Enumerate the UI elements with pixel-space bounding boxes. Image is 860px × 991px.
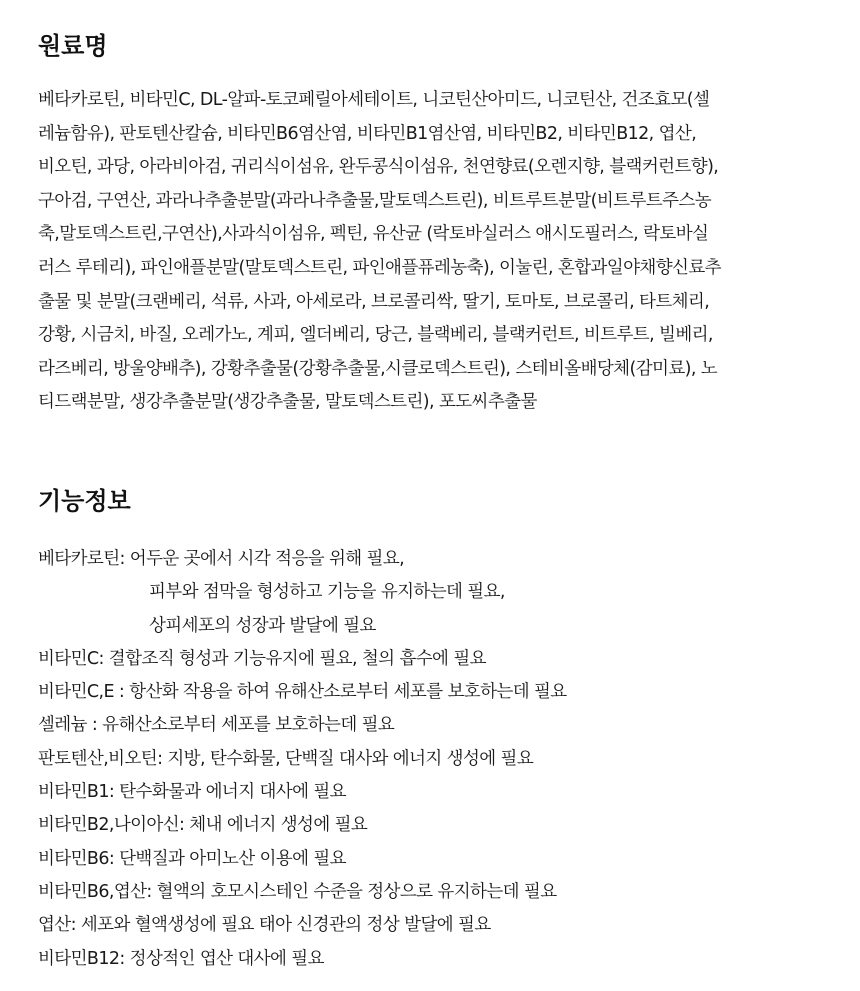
ingredients-line: 레늄함유), 판토텐산칼슘, 비타민B6염산염, 비타민B1염산염, 비타민B2, 비타민B12, 엽산, (38, 123, 697, 144)
function-item: 비타민B6,엽산: 혈액의 호모시스테인 수준을 정상으로 유지하는데 필요 (38, 881, 557, 902)
ingredients-line: 비오틴, 과당, 아라비아검, 귀리식이섬유, 완두콩식이섬유, 천연향료(오렌지향, 블랙커런트향), (38, 157, 719, 178)
ingredients-line: 티드랙분말, 생강추출분말(생강추출물, 말토덱스트린), 포도씨추출물 (38, 392, 537, 413)
function-item-continuation: 피부와 점막을 형성하고 기능을 유지하는데 필요, (149, 582, 505, 603)
ingredients-line: 베타카로틴, 비타민C, DL-알파-토코페릴아세테이트, 니코틴산아미드, 니코틴산, 건조효모(셀 (38, 90, 710, 110)
ingredients-line: 축,말토덱스트린,구연산),사과식이섬유, 펙틴, 유산균 (락토바실러스 애시도필러스, 락토바실 (38, 224, 709, 245)
function-item: 판토텐산,비오틴: 지방, 탄수화물, 단백질 대사와 에너지 생성에 필요 (38, 748, 534, 769)
ingredients-line: 강황, 시금치, 바질, 오레가노, 계피, 엘더베리, 당근, 블랙베리, 블랙커런트, 비트루트, 빌베리, (38, 325, 713, 346)
function-item: 비타민B1: 탄수화물과 에너지 대사에 필요 (38, 782, 346, 803)
functions-title: 기능정보 (38, 486, 131, 515)
ingredients-line: 라즈베리, 방울양배추), 강황추출물(강황추출물,시클로덱스트린), 스테비올배당체(감미료), 노 (38, 358, 718, 379)
ingredients-line: 구아검, 구연산, 과라나추출분말(과라나추출물,말토덱스트린), 비트루트분말(비트루트주스농 (38, 190, 712, 211)
function-item: 엽산: 세포와 혈액생성에 필요 태아 신경관의 정상 발달에 필요 (38, 915, 491, 936)
function-item: 베타카로틴: 어두운 곳에서 시각 적응을 위해 필요, (38, 548, 405, 569)
function-item: 비타민B6: 단백질과 아미노산 이용에 필요 (38, 848, 346, 869)
function-item: 비타민B12: 정상적인 엽산 대사에 필요 (38, 948, 324, 969)
function-item: 셀레늄 : 유해산소로부터 세포를 보호하는데 필요 (38, 715, 395, 736)
function-item: 비타민C,E : 항산화 작용을 하여 유해산소로부터 세포를 보호하는데 필요 (38, 682, 567, 703)
ingredients-line: 출물 및 분말(크랜베리, 석류, 사과, 아세로라, 브로콜리싹, 딸기, 토마토, 브로콜리, 타트체리, (38, 291, 710, 312)
ingredients-title: 원료명 (38, 32, 108, 60)
functions-list (38, 543, 820, 976)
ingredients-line: 러스 루테리), 파인애플분말(말토덱스트린, 파인애플퓨레농축), 이눌린, 혼합과일야채향신료추 (38, 257, 721, 278)
function-item: 비타민B2,나이아신: 체내 에너지 생성에 필요 (38, 815, 368, 836)
ingredients-text (38, 84, 820, 420)
function-item-continuation: 상피세포의 성장과 발달에 필요 (149, 615, 376, 636)
function-item: 비타민C: 결합조직 형성과 기능유지에 필요, 철의 흡수에 필요 (38, 648, 486, 669)
